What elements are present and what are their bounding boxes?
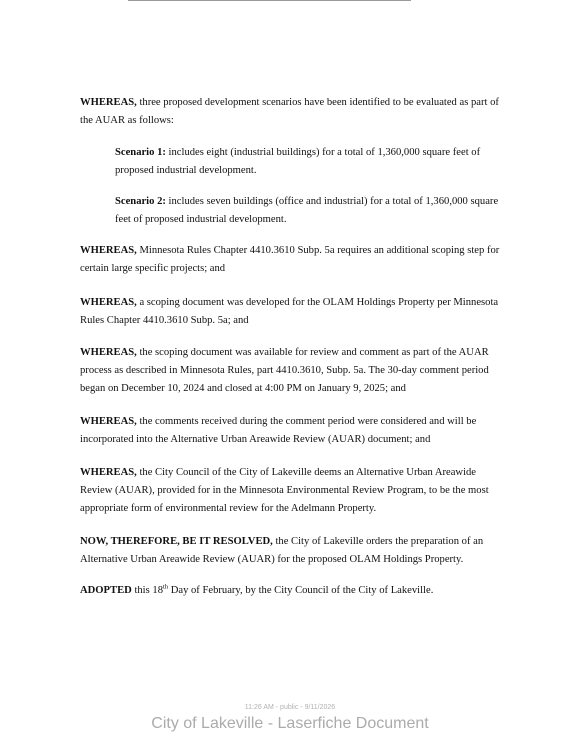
paragraph-text: a scoping document was developed for the OLAM Holdings Property per Minnesota Rules Chapter 4410.3610 Subp. 5a; and xyxy=(80,297,499,326)
paragraph-text: the comments received during the comment period were considered and will be incorporated into the Alternative Urban Areawide Review (AUAR) document; and xyxy=(80,416,477,445)
whereas-scoping-developed-paragraph xyxy=(80,294,510,330)
scenario-text: includes seven buildings (office and industrial) for a total of 1,360,000 square feet of proposed industrial development. xyxy=(115,196,499,225)
adopted-text-after: Day of February, by the City Council of the City of Lakeville. xyxy=(168,585,434,596)
adopted-text-before: this 18 xyxy=(131,585,163,596)
paragraph-text: the City of Lakeville orders the preparation of an Alternative Urban Areawide Review (AUAR) for the proposed OLAM Holdings Property. xyxy=(80,536,484,565)
top-rule xyxy=(128,0,411,1)
resolved-paragraph xyxy=(80,533,510,569)
scenario-2-paragraph xyxy=(115,193,510,229)
adopted-paragraph xyxy=(80,582,510,600)
footer-stamp: 11:26 AM - public - 9/11/2026 xyxy=(244,704,336,711)
paragraph-lead: WHEREAS, xyxy=(80,297,137,308)
whereas-scenarios-paragraph xyxy=(80,94,510,130)
whereas-rules-paragraph xyxy=(80,242,510,278)
paragraph-text: Minnesota Rules Chapter 4410.3610 Subp. 5a requires an additional scoping step for certain large specific projects; and xyxy=(80,245,500,274)
scenario-text: includes eight (industrial buildings) for a total of 1,360,000 square feet of proposed industrial development. xyxy=(115,147,481,176)
paragraph-lead: NOW, THEREFORE, BE IT RESOLVED, xyxy=(80,536,273,547)
scenario-1-paragraph xyxy=(115,144,510,180)
scenario-lead: Scenario 2: xyxy=(115,196,166,207)
whereas-comments-considered-paragraph xyxy=(80,413,510,449)
ordinal-superscript: th xyxy=(163,583,169,591)
paragraph-lead: WHEREAS, xyxy=(80,467,137,478)
scenario-lead: Scenario 1: xyxy=(115,147,166,158)
document-body xyxy=(80,94,510,600)
paragraph-text: three proposed development scenarios have been identified to be evaluated as part of the AUAR as follows: xyxy=(80,97,499,126)
footer-title: City of Lakeville - Laserfiche Document xyxy=(151,715,429,732)
paragraph-text: the scoping document was available for review and comment as part of the AUAR process as described in Minnesota Rules, part 4410.3610, Subp. 5a. The 30-day comment period began on December 10, 2024 and closed at 4:00 PM on January 9, 2025; and xyxy=(80,347,489,394)
whereas-comment-period-paragraph xyxy=(80,344,510,398)
paragraph-lead: ADOPTED xyxy=(80,585,132,596)
paragraph-text: the City Council of the City of Lakeville deems an Alternative Urban Areawide Review (AUAR), provided for in the Minnesota Environmental Review Program, to be the most appropriate form of environmental review for the Adelmann Property. xyxy=(80,467,489,514)
whereas-council-deems-paragraph xyxy=(80,464,510,518)
paragraph-lead: WHEREAS, xyxy=(80,416,137,427)
paragraph-lead: WHEREAS, xyxy=(80,245,137,256)
paragraph-lead: WHEREAS, xyxy=(80,347,137,358)
paragraph-lead: WHEREAS, xyxy=(80,97,137,108)
